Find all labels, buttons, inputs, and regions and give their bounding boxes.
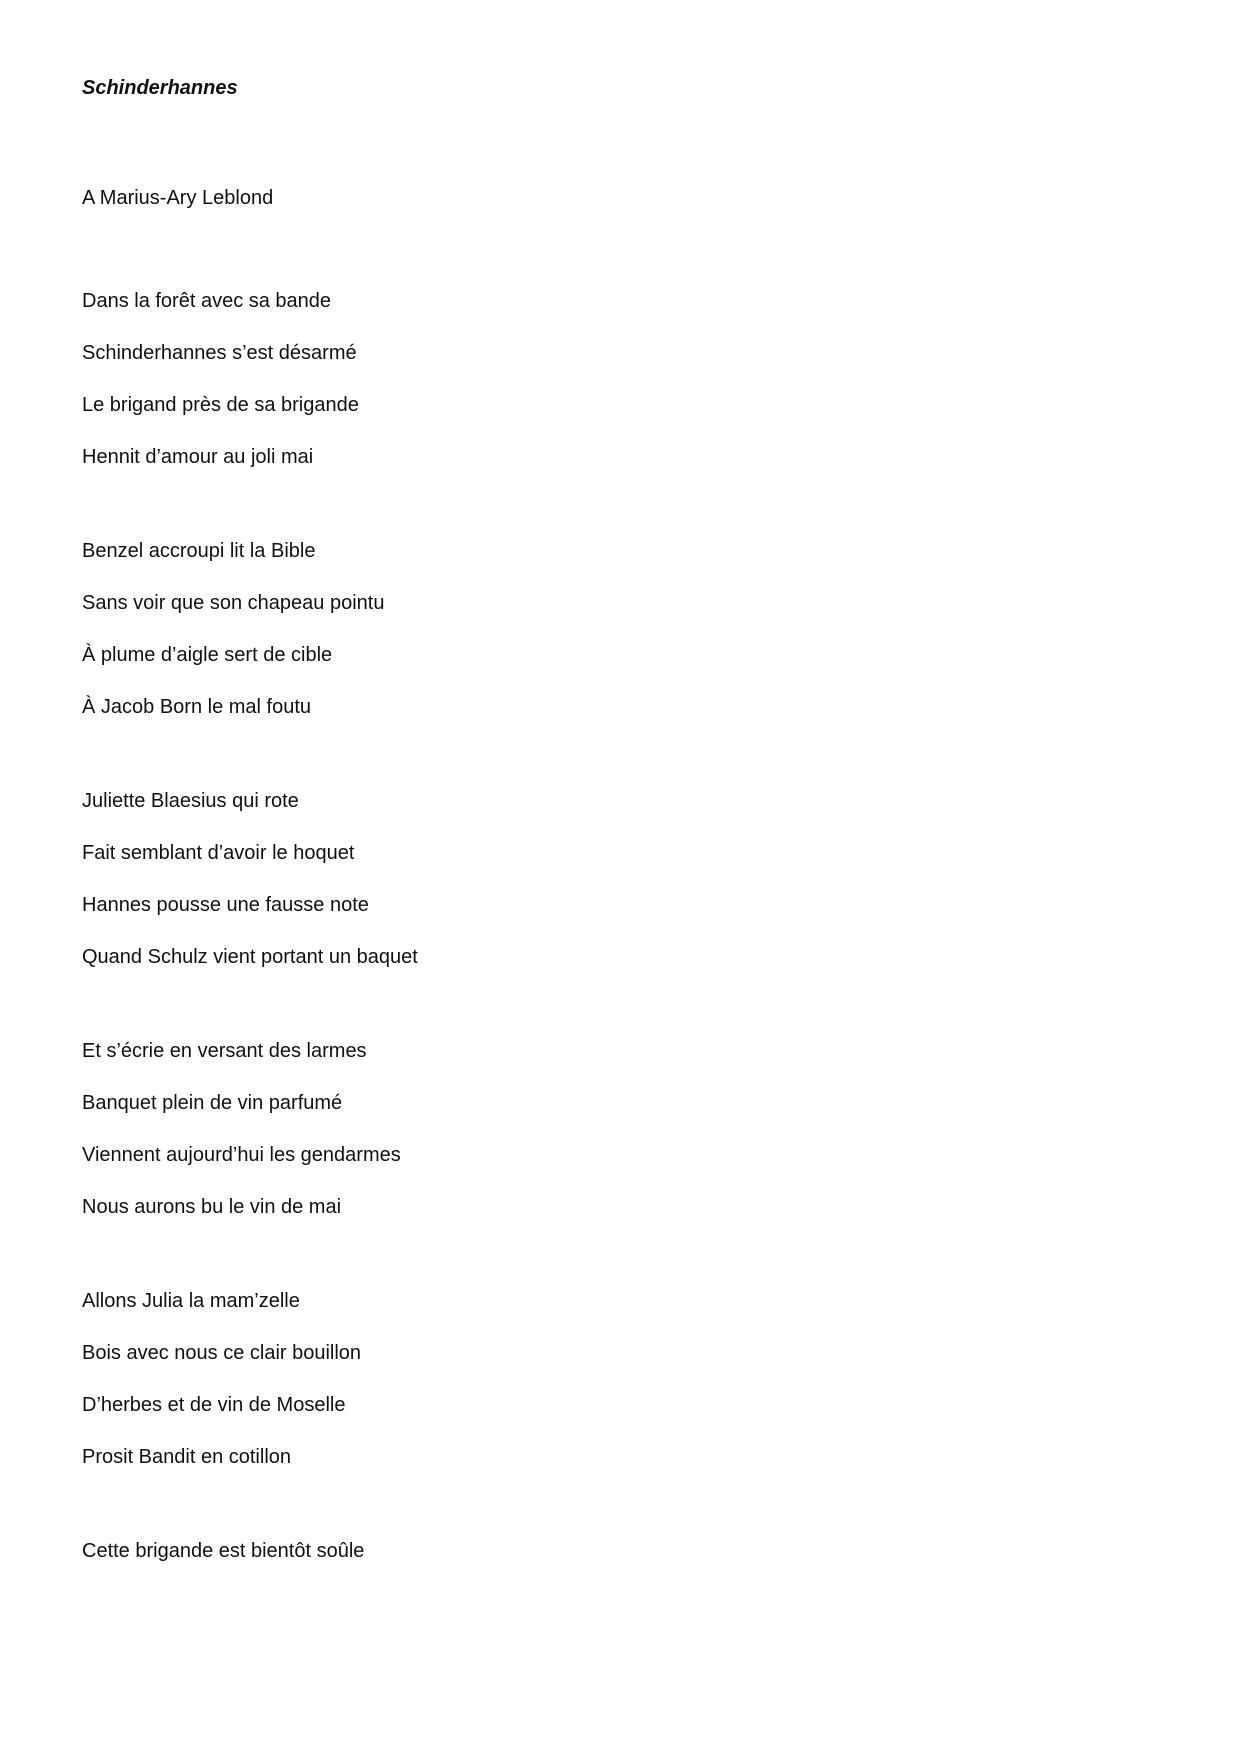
poem-content xyxy=(82,76,1082,1562)
poem-line: Dans la forêt avec sa bande xyxy=(82,290,332,312)
poem-line: Schinderhannes s’est désarmé xyxy=(82,342,357,364)
poem-line: À plume d’aigle sert de cible xyxy=(82,644,333,666)
stanza-1 xyxy=(82,289,418,469)
stanza-3 xyxy=(82,789,418,969)
poem-line: Viennent aujourd’hui les gendarmes xyxy=(82,1144,401,1166)
poem-line: Prosit Bandit en cotillon xyxy=(82,1446,292,1468)
poem-line: Nous aurons bu le vin de mai xyxy=(82,1196,342,1218)
poem-line: À Jacob Born le mal foutu xyxy=(82,696,312,718)
poem-line: Fait semblant d’avoir le hoquet xyxy=(82,842,355,864)
poem-line: Et s’écrie en versant des larmes xyxy=(82,1040,367,1062)
poem-line: Sans voir que son chapeau pointu xyxy=(82,592,385,614)
poem-dedication: A Marius-Ary Leblond xyxy=(82,187,274,209)
poem-line: Hannes pousse une fausse note xyxy=(82,894,369,916)
poem-line: Bois avec nous ce clair bouillon xyxy=(82,1342,362,1364)
poem-title: Schinderhannes xyxy=(82,77,238,99)
poem-line: Allons Julia la mam’zelle xyxy=(82,1290,300,1312)
poem-line: Banquet plein de vin parfumé xyxy=(82,1092,343,1114)
poem-line: Le brigand près de sa brigande xyxy=(82,394,359,416)
poem-line: Hennit d’amour au joli mai xyxy=(82,446,314,468)
poem-stanzas xyxy=(82,289,418,1633)
poem-line: D’herbes et de vin de Moselle xyxy=(82,1394,346,1416)
poem-line: Juliette Blaesius qui rote xyxy=(82,790,299,812)
poem-line: Cette brigande est bientôt soûle xyxy=(82,1540,365,1562)
poem-line: Quand Schulz vient portant un baquet xyxy=(82,946,418,968)
stanza-6 xyxy=(82,1539,418,1563)
stanza-4 xyxy=(82,1039,418,1219)
stanza-2 xyxy=(82,539,418,719)
poem-line: Benzel accroupi lit la Bible xyxy=(82,540,316,562)
stanza-5 xyxy=(82,1289,418,1469)
